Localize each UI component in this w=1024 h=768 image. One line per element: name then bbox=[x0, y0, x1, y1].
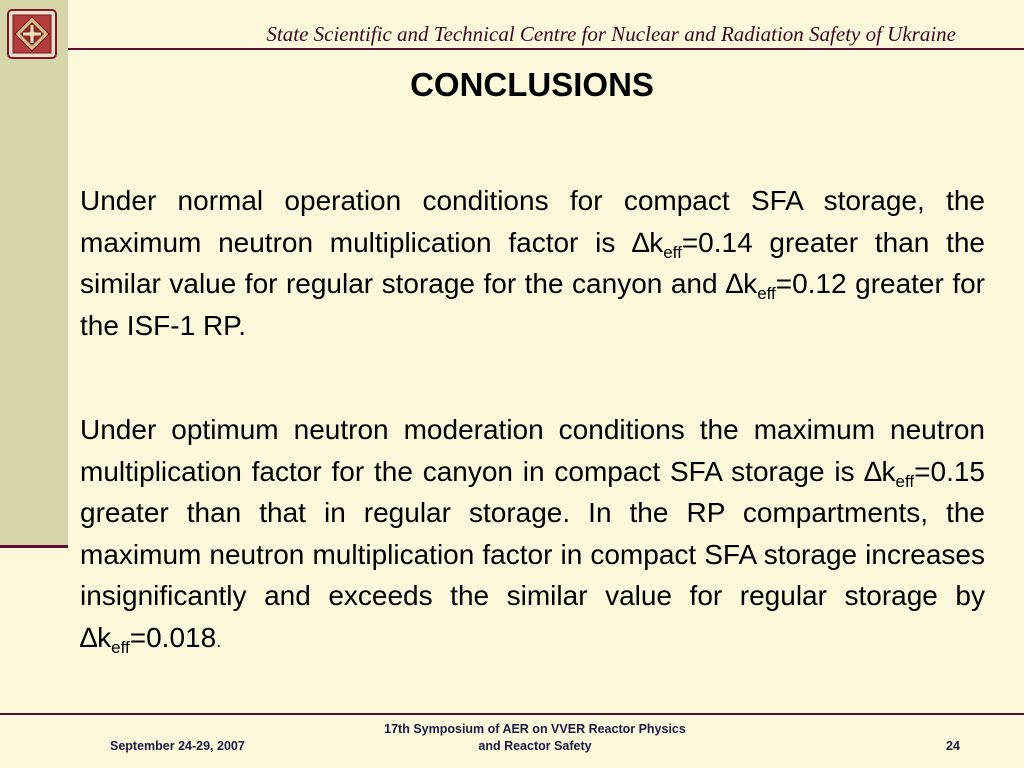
page-number: 24 bbox=[946, 739, 960, 753]
left-accent-line bbox=[0, 545, 68, 548]
footer-event-line-2: and Reactor Safety bbox=[478, 739, 592, 753]
eff-subscript: eff bbox=[757, 284, 776, 303]
delta-k-symbol: ∆k bbox=[632, 226, 664, 258]
eff-subscript: eff bbox=[111, 637, 130, 657]
paragraph-text: =0.15 greater than that in regular storage. In the RP compartments, the maximum neutron multiplication factor in compact SFA storage increases insignificantly and exceeds the similar value for regular storage by bbox=[80, 455, 985, 611]
footer-event bbox=[320, 721, 750, 755]
delta-k-symbol: ∆k bbox=[80, 621, 112, 653]
eff-subscript: eff bbox=[663, 242, 682, 262]
eff-subscript: eff bbox=[895, 471, 915, 491]
conclusion-paragraph-2 bbox=[80, 409, 985, 662]
organization-header: State Scientific and Technical Centre for Nuclear and Radiation Safety of Ukraine bbox=[266, 22, 956, 46]
footer-date: September 24-29, 2007 bbox=[110, 739, 245, 753]
footer-divider bbox=[0, 713, 1024, 715]
paragraph-text: Under optimum neutron moderation conditions the maximum neutron multiplication factor for the canyon in compact SFA storage is bbox=[80, 414, 985, 487]
paragraph-text: =0.12 greater for the ISF-1 RP. bbox=[80, 268, 985, 341]
paragraph-text: =0.018 bbox=[129, 621, 217, 653]
conclusion-paragraph-1 bbox=[80, 180, 985, 346]
delta-k-symbol: ∆k bbox=[864, 455, 896, 487]
slide-title: CONCLUSIONS bbox=[410, 66, 654, 103]
paragraph-text: =0.14 greater than the similar value for regular storage for the canyon and bbox=[80, 226, 985, 299]
header-divider bbox=[68, 48, 1024, 50]
footer-event-line-1: 17th Symposium of AER on VVER Reactor Physics bbox=[384, 722, 686, 736]
delta-k-symbol: ∆k bbox=[726, 268, 758, 299]
paragraph-end-dot: . bbox=[216, 630, 222, 651]
paragraph-text: Under normal operation conditions for compact SFA storage, the maximum neutron multiplication factor is bbox=[80, 185, 985, 258]
organization-emblem-icon bbox=[7, 9, 57, 59]
